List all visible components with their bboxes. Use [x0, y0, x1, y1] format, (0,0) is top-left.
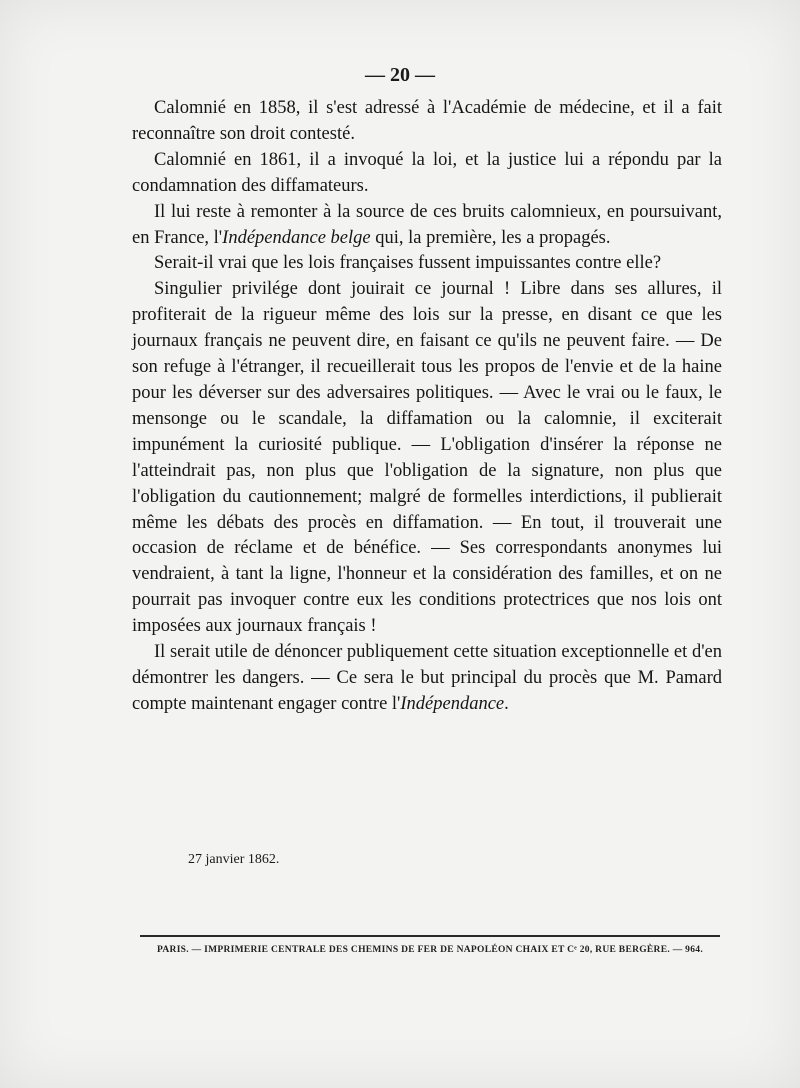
paragraph-text: Il serait utile de dénoncer publiquement cette situation exceptionnelle et d'en démontrer les dangers. — Ce sera le but principal du procès que M. Pamard compte maintenant engager contre l' — [132, 642, 722, 714]
italic-title: Indépendance — [400, 693, 505, 714]
page-number: — 20 — — [365, 64, 435, 86]
paragraph-text: qui, la première, les a propagés. — [370, 227, 611, 248]
document-date: 27 janvier 1862. — [188, 852, 280, 867]
paragraph: Calomnié en 1861, il a invoqué la loi, et la justice lui a répondu par la condamnation des diffamateurs. — [132, 149, 722, 196]
paragraph-text: . — [504, 693, 509, 714]
paragraph — [132, 640, 722, 718]
printer-imprint: PARIS. — IMPRIMERIE CENTRALE DES CHEMINS DE FER DE NAPOLÉON CHAIX ET Cᵉ 20, RUE BERGÈRE. — 964. — [156, 945, 704, 955]
paragraph — [132, 200, 722, 252]
paragraph-text: Il lui reste à remonter à la source de ces bruits calomnieux, en poursuivant, en France, l' — [132, 201, 722, 248]
paragraph: Singulier privilége dont jouirait ce journal ! Libre dans ses allures, il profiterait de la rigueur même des lois sur la presse, en disant ce que les journaux français ne peuvent dire, en faisant ce qu'ils ne peuvent faire. — De son refuge à l'étranger, il recueillerait tous les propos de l'envie et de la haine pour les déverser sur des adversaires politiques. — Avec le vrai ou le faux, le mensonge ou le scandale, la diffamation ou la calomnie, il exciterait impunément la curiosité publique. — L'obligation d'insérer la réponse ne l'atteindrait pas, non plus que l'obligation de la signature, non plus que l'obligation du cautionnement; malgré de formelles interdictions, il publierait même les débats des procès en diffamation. — En tout, il trouverait une occasion de réclame et de bénéfice. — Ses correspondants anonymes lui vendraient, à tant la ligne, l'honneur et la considération des familles, et on ne pourrait pas invoquer contre eux les conditions protectrices que nos lois ont imposées aux journaux français ! — [132, 279, 722, 637]
italic-title: Indépendance belge — [222, 227, 371, 248]
body-text — [132, 96, 722, 718]
footer-rule — [140, 935, 720, 937]
paragraph: Calomnié en 1858, il s'est adressé à l'Académie de médecine, et il a fait reconnaître son droit contesté. — [132, 98, 722, 144]
paragraph: Serait-il vrai que les lois françaises fussent impuissantes contre elle? — [154, 253, 662, 274]
